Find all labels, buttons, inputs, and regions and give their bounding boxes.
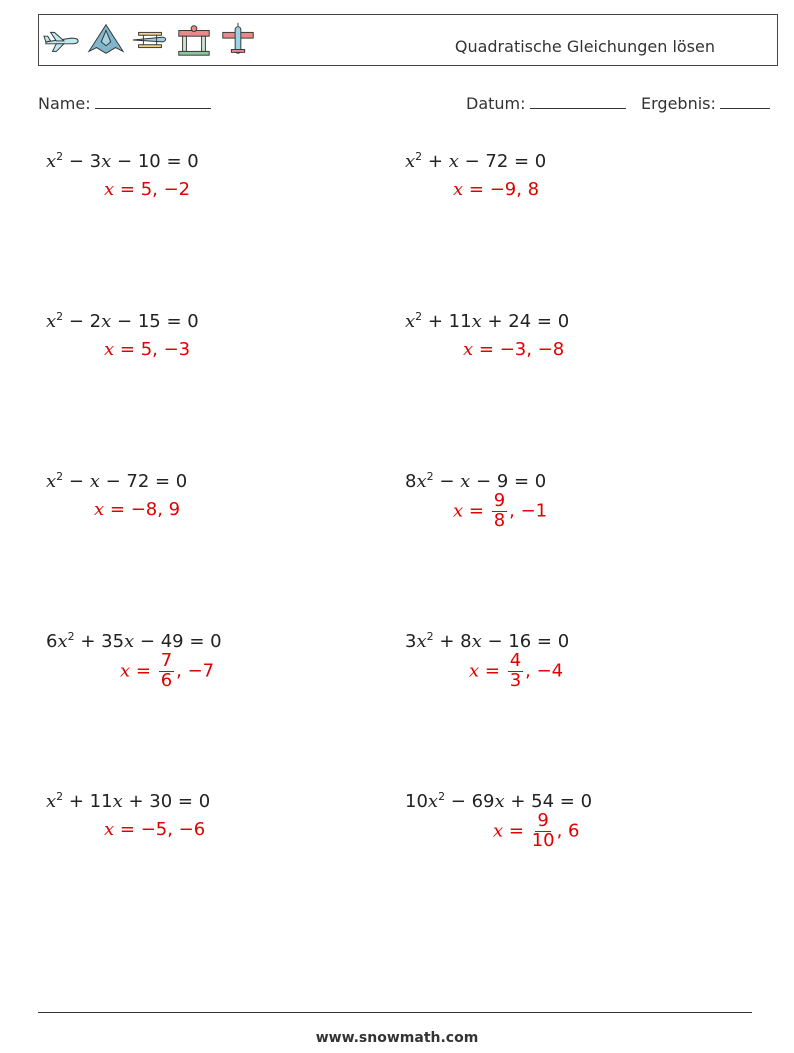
date-field	[466, 94, 626, 113]
fraction-numerator: 4	[509, 650, 522, 671]
variable-x: x	[46, 151, 57, 172]
plane-frame-icon	[175, 21, 213, 59]
constant-and-equals: − 10 = 0	[111, 151, 199, 172]
constant-and-equals: − 9 = 0	[470, 471, 547, 492]
constant-and-equals: − 49 = 0	[134, 631, 222, 652]
constant-and-equals: + 24 = 0	[481, 311, 570, 332]
exponent: 2	[56, 310, 64, 323]
variable-x: x	[448, 151, 459, 172]
answer	[493, 812, 580, 851]
answer	[104, 179, 190, 200]
fraction-denominator: 6	[160, 669, 173, 691]
constant-and-equals: + 54 = 0	[504, 791, 593, 812]
answer-fraction	[508, 652, 523, 691]
answer-variable: x	[493, 820, 504, 842]
problem-equation	[46, 470, 187, 492]
constant-and-equals: − 72 = 0	[99, 471, 188, 492]
exponent: 2	[415, 310, 423, 323]
worksheet-title: Quadratische Gleichungen lösen	[454, 37, 715, 56]
answer-equals: =	[463, 500, 490, 522]
problem-equation	[405, 310, 569, 332]
answer	[120, 652, 214, 691]
answer-rest: , −7	[176, 660, 215, 682]
answer-variable: x	[104, 179, 115, 200]
answer	[463, 339, 564, 360]
linear-term-coefficient: + 11	[422, 311, 472, 332]
fraction-numerator: 9	[493, 490, 506, 511]
footer-url: www.snowmath.com	[315, 1030, 479, 1046]
answer-fraction	[532, 812, 555, 851]
answer	[104, 819, 205, 840]
answer-equals: =	[114, 339, 141, 360]
answer-equals: =	[130, 660, 157, 682]
answer-variable: x	[104, 819, 115, 840]
answer-values: 5, −2	[140, 179, 191, 200]
linear-term-coefficient: − 3	[63, 151, 102, 172]
exponent: 2	[67, 630, 75, 643]
problem-equation	[46, 310, 199, 332]
propeller-plane-icon	[219, 21, 257, 59]
variable-x: x	[494, 791, 505, 812]
answer	[453, 492, 547, 531]
footer-divider	[38, 1012, 752, 1013]
answer-equals: =	[114, 819, 141, 840]
problem-equation	[46, 150, 199, 172]
problem-equation	[46, 790, 210, 812]
answer-values: −5, −6	[140, 819, 206, 840]
exponent: 2	[56, 790, 64, 803]
fraction-numerator: 7	[160, 650, 173, 671]
exponent: 2	[426, 630, 434, 643]
worksheet-header	[38, 14, 778, 66]
variable-x: x	[471, 631, 482, 652]
answer-fraction	[492, 492, 507, 531]
exponent: 2	[56, 150, 64, 163]
variable-x: x	[427, 791, 439, 812]
problem-equation	[405, 470, 546, 492]
answer-variable: x	[94, 499, 105, 520]
variable-x: x	[112, 791, 123, 812]
leading-coefficient: 3	[405, 631, 417, 652]
linear-term-coefficient: +	[422, 151, 449, 172]
answer-equals: =	[114, 179, 141, 200]
linear-term-coefficient: + 11	[63, 791, 113, 812]
answer-variable: x	[104, 339, 115, 360]
problem-equation	[405, 150, 546, 172]
answer-variable: x	[469, 660, 480, 682]
answer	[469, 652, 563, 691]
stealth-jet-icon	[87, 21, 125, 59]
problem-equation	[405, 630, 569, 652]
date-blank	[530, 94, 626, 109]
variable-x: x	[416, 471, 427, 492]
name-field	[38, 94, 211, 113]
variable-x: x	[101, 311, 112, 332]
linear-term-coefficient: + 35	[74, 631, 125, 652]
fraction-numerator: 9	[537, 810, 549, 831]
linear-term-coefficient: − 69	[445, 791, 495, 812]
date-label: Datum:	[466, 94, 526, 113]
answer-equals: =	[473, 339, 500, 360]
variable-x: x	[46, 311, 57, 332]
constant-and-equals: − 15 = 0	[111, 311, 199, 332]
answer-equals: =	[479, 660, 506, 682]
linear-term-coefficient: − 2	[63, 311, 102, 332]
variable-x: x	[460, 471, 471, 492]
answer	[104, 339, 190, 360]
constant-and-equals: + 30 = 0	[122, 791, 211, 812]
exponent: 2	[438, 790, 446, 803]
variable-x: x	[57, 631, 68, 652]
linear-term-coefficient: −	[63, 471, 90, 492]
variable-x: x	[416, 631, 427, 652]
answer-equals: =	[503, 820, 530, 842]
answer-fraction	[159, 652, 174, 691]
variable-x: x	[89, 471, 100, 492]
linear-term-coefficient: + 8	[433, 631, 472, 652]
leading-coefficient: 10	[405, 791, 428, 812]
answer-values: 5, −3	[140, 339, 191, 360]
leading-coefficient: 6	[46, 631, 58, 652]
result-label: Ergebnis:	[641, 94, 716, 113]
constant-and-equals: − 16 = 0	[481, 631, 570, 652]
answer	[453, 179, 539, 200]
linear-term-coefficient: −	[433, 471, 461, 492]
constant-and-equals: − 72 = 0	[458, 151, 547, 172]
answer-values: −3, −8	[499, 339, 565, 360]
answer-variable: x	[453, 500, 464, 522]
exponent: 2	[415, 150, 423, 163]
answer-equals: =	[104, 499, 131, 520]
exponent: 2	[56, 470, 64, 483]
fraction-denominator: 10	[531, 829, 555, 851]
result-field	[641, 94, 770, 113]
answer-rest: , −4	[525, 660, 564, 682]
answer-values: −9, 8	[489, 179, 540, 200]
leading-coefficient: 8	[405, 471, 417, 492]
answer-variable: x	[453, 179, 464, 200]
name-label: Name:	[38, 94, 91, 113]
variable-x: x	[46, 791, 57, 812]
variable-x: x	[124, 631, 135, 652]
header-icons	[43, 21, 257, 59]
answer-variable: x	[120, 660, 131, 682]
answer-values: −8, 9	[130, 499, 181, 520]
problem-equation	[46, 630, 222, 652]
answer	[94, 499, 180, 520]
problem-equation	[405, 790, 592, 812]
result-blank	[720, 94, 770, 109]
answer-rest: , 6	[556, 820, 580, 842]
name-blank	[95, 94, 211, 109]
fraction-denominator: 8	[493, 509, 506, 531]
exponent: 2	[426, 470, 434, 483]
variable-x: x	[101, 151, 112, 172]
answer-equals: =	[463, 179, 490, 200]
answer-variable: x	[463, 339, 474, 360]
variable-x: x	[46, 471, 57, 492]
variable-x: x	[471, 311, 482, 332]
variable-x: x	[405, 311, 416, 332]
answer-rest: , −1	[509, 500, 548, 522]
biplane-icon	[131, 21, 169, 59]
airplane-icon	[43, 21, 81, 59]
fraction-denominator: 3	[509, 669, 522, 691]
variable-x: x	[405, 151, 416, 172]
